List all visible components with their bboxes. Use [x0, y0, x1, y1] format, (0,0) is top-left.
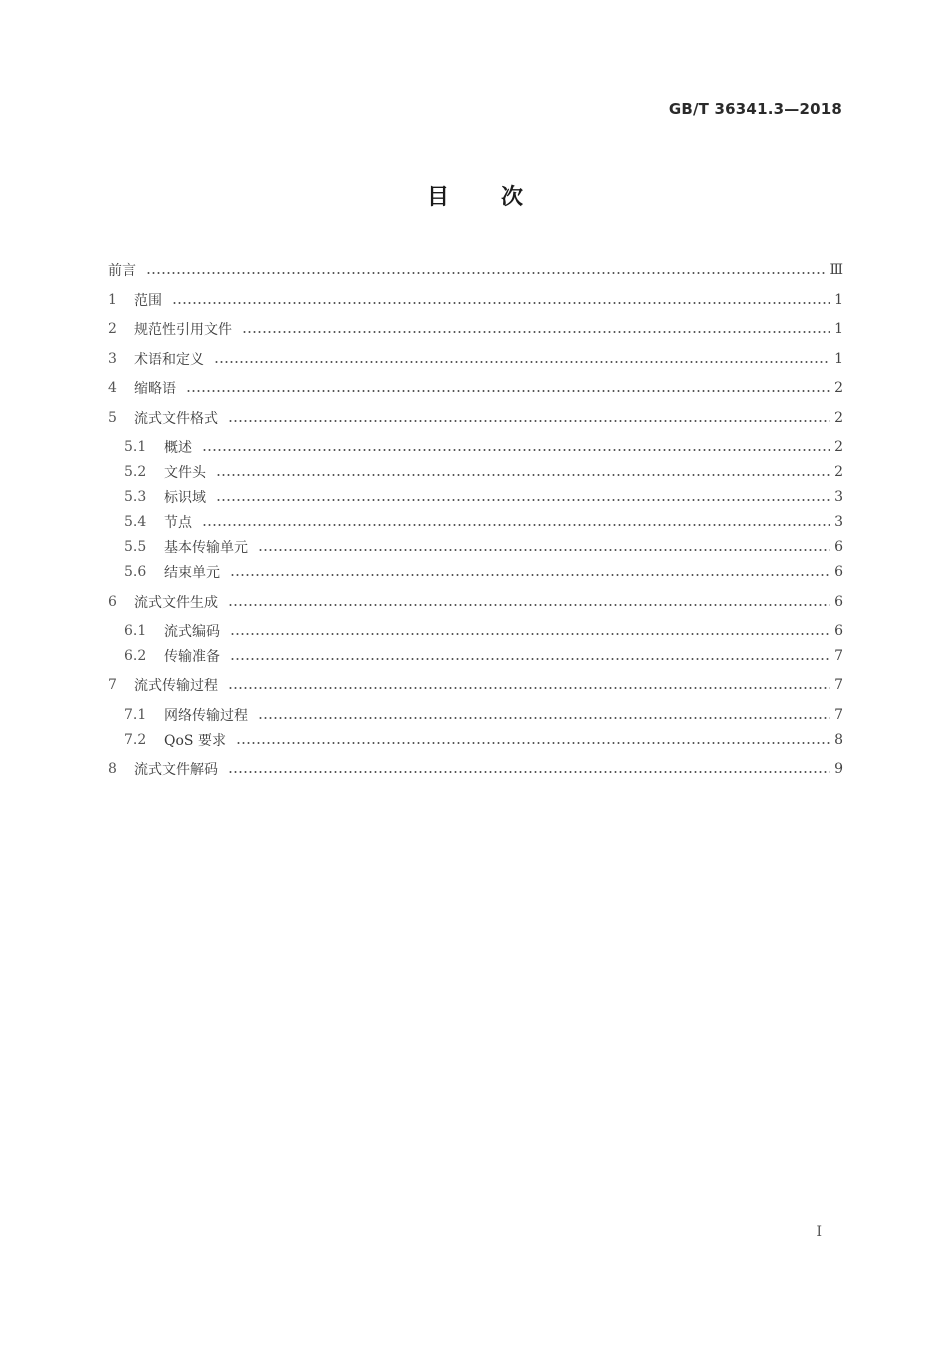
toc-leader: [230, 574, 830, 576]
toc-number: 3: [108, 351, 117, 367]
page-number: I: [816, 1224, 822, 1240]
toc-entry-5-2[interactable]: [124, 460, 843, 484]
title-char-2: 次: [501, 185, 524, 210]
toc-number: 5.1: [124, 439, 147, 455]
toc-label: 流式文件生成: [134, 595, 218, 611]
toc-page: 3: [834, 514, 843, 530]
standard-number: GB/T 36341.3—2018: [668, 100, 842, 118]
toc-page: 6: [834, 564, 843, 580]
toc-number: 5.6: [124, 564, 147, 580]
toc-leader: [230, 633, 830, 635]
toc-leader: [214, 361, 830, 363]
toc-number: 6.2: [124, 648, 147, 664]
toc-number: 4: [108, 380, 117, 396]
toc-number: 7: [108, 677, 117, 693]
toc-label: 文件头: [164, 465, 206, 481]
toc-entry-7-1[interactable]: [124, 703, 843, 727]
toc-label: QoS 要求: [164, 733, 226, 749]
toc-entry-foreword[interactable]: [108, 258, 843, 282]
toc-number: 5.4: [124, 514, 147, 530]
toc-number: 1: [108, 292, 117, 308]
toc-page: 7: [834, 707, 843, 723]
toc-page: 2: [834, 464, 843, 480]
toc-number: 5.2: [124, 464, 147, 480]
toc-number: 5.3: [124, 489, 147, 505]
toc-page: Ⅲ: [829, 262, 843, 278]
toc-label: 基本传输单元: [164, 540, 248, 556]
toc-label: 缩略语: [134, 381, 176, 397]
toc-leader: [228, 420, 830, 422]
toc-entry-5-6[interactable]: [124, 560, 843, 584]
toc-label: 流式文件解码: [134, 762, 218, 778]
toc-entry-6[interactable]: [108, 590, 843, 614]
toc-label: 概述: [164, 440, 192, 456]
toc-entry-5-1[interactable]: [124, 435, 843, 459]
toc-label: 流式传输过程: [134, 678, 218, 694]
toc-entry-5[interactable]: [108, 406, 843, 430]
toc-page: 6: [834, 539, 843, 555]
toc-page: 1: [834, 351, 843, 367]
toc-leader: [228, 687, 830, 689]
toc-leader: [236, 742, 830, 744]
toc-page: 9: [834, 761, 843, 777]
toc-leader: [228, 771, 830, 773]
toc-leader: [172, 302, 830, 304]
page-title: [0, 180, 950, 211]
toc-label: 流式文件格式: [134, 411, 218, 427]
toc-leader: [228, 604, 830, 606]
toc-page: 7: [834, 648, 843, 664]
toc-leader: [186, 390, 830, 392]
toc-page: 2: [834, 439, 843, 455]
toc-leader: [202, 524, 830, 526]
toc-page: 3: [834, 489, 843, 505]
toc-leader: [258, 717, 830, 719]
toc-page: 2: [834, 380, 843, 396]
toc-page: 8: [834, 732, 843, 748]
toc-label: 范围: [134, 293, 162, 309]
toc-page: 1: [834, 321, 843, 337]
toc-number: 5.5: [124, 539, 147, 555]
toc-label: 术语和定义: [134, 352, 204, 368]
toc-leader: [230, 658, 830, 660]
toc-label: 前言: [108, 263, 136, 279]
toc-leader: [202, 449, 830, 451]
toc-label: 结束单元: [164, 565, 220, 581]
toc-label: 标识域: [164, 490, 206, 506]
toc-entry-7[interactable]: [108, 673, 843, 697]
toc-page: 7: [834, 677, 843, 693]
toc-entry-6-1[interactable]: [124, 619, 843, 643]
toc-number: 7.1: [124, 707, 147, 723]
toc-entry-5-4[interactable]: [124, 510, 843, 534]
toc-number: 8: [108, 761, 117, 777]
toc-entry-1[interactable]: [108, 288, 843, 312]
toc-entry-4[interactable]: [108, 376, 843, 400]
toc-entry-7-2[interactable]: [124, 728, 843, 752]
toc-label: 节点: [164, 515, 192, 531]
toc-number: 5: [108, 410, 117, 426]
toc-entry-8[interactable]: [108, 757, 843, 781]
toc-leader: [258, 549, 830, 551]
title-char-1: 目: [426, 185, 449, 210]
toc-entry-5-5[interactable]: [124, 535, 843, 559]
toc-label: 传输准备: [164, 649, 220, 665]
toc-page: 6: [834, 594, 843, 610]
toc-leader: [216, 474, 830, 476]
toc-number: 6: [108, 594, 117, 610]
toc-entry-6-2[interactable]: [124, 644, 843, 668]
toc-number: 7.2: [124, 732, 147, 748]
toc-leader: [216, 499, 830, 501]
toc-label: 流式编码: [164, 624, 220, 640]
toc-leader: [242, 331, 830, 333]
toc-entry-5-3[interactable]: [124, 485, 843, 509]
toc-page: 1: [834, 292, 843, 308]
toc-page: 6: [834, 623, 843, 639]
toc-number: 2: [108, 321, 117, 337]
toc-leader: [146, 272, 825, 274]
toc-page: 2: [834, 410, 843, 426]
toc-entry-3[interactable]: [108, 347, 843, 371]
toc-entry-2[interactable]: [108, 317, 843, 341]
toc-number: 6.1: [124, 623, 147, 639]
toc-label: 规范性引用文件: [134, 322, 232, 338]
toc-label: 网络传输过程: [164, 708, 248, 724]
